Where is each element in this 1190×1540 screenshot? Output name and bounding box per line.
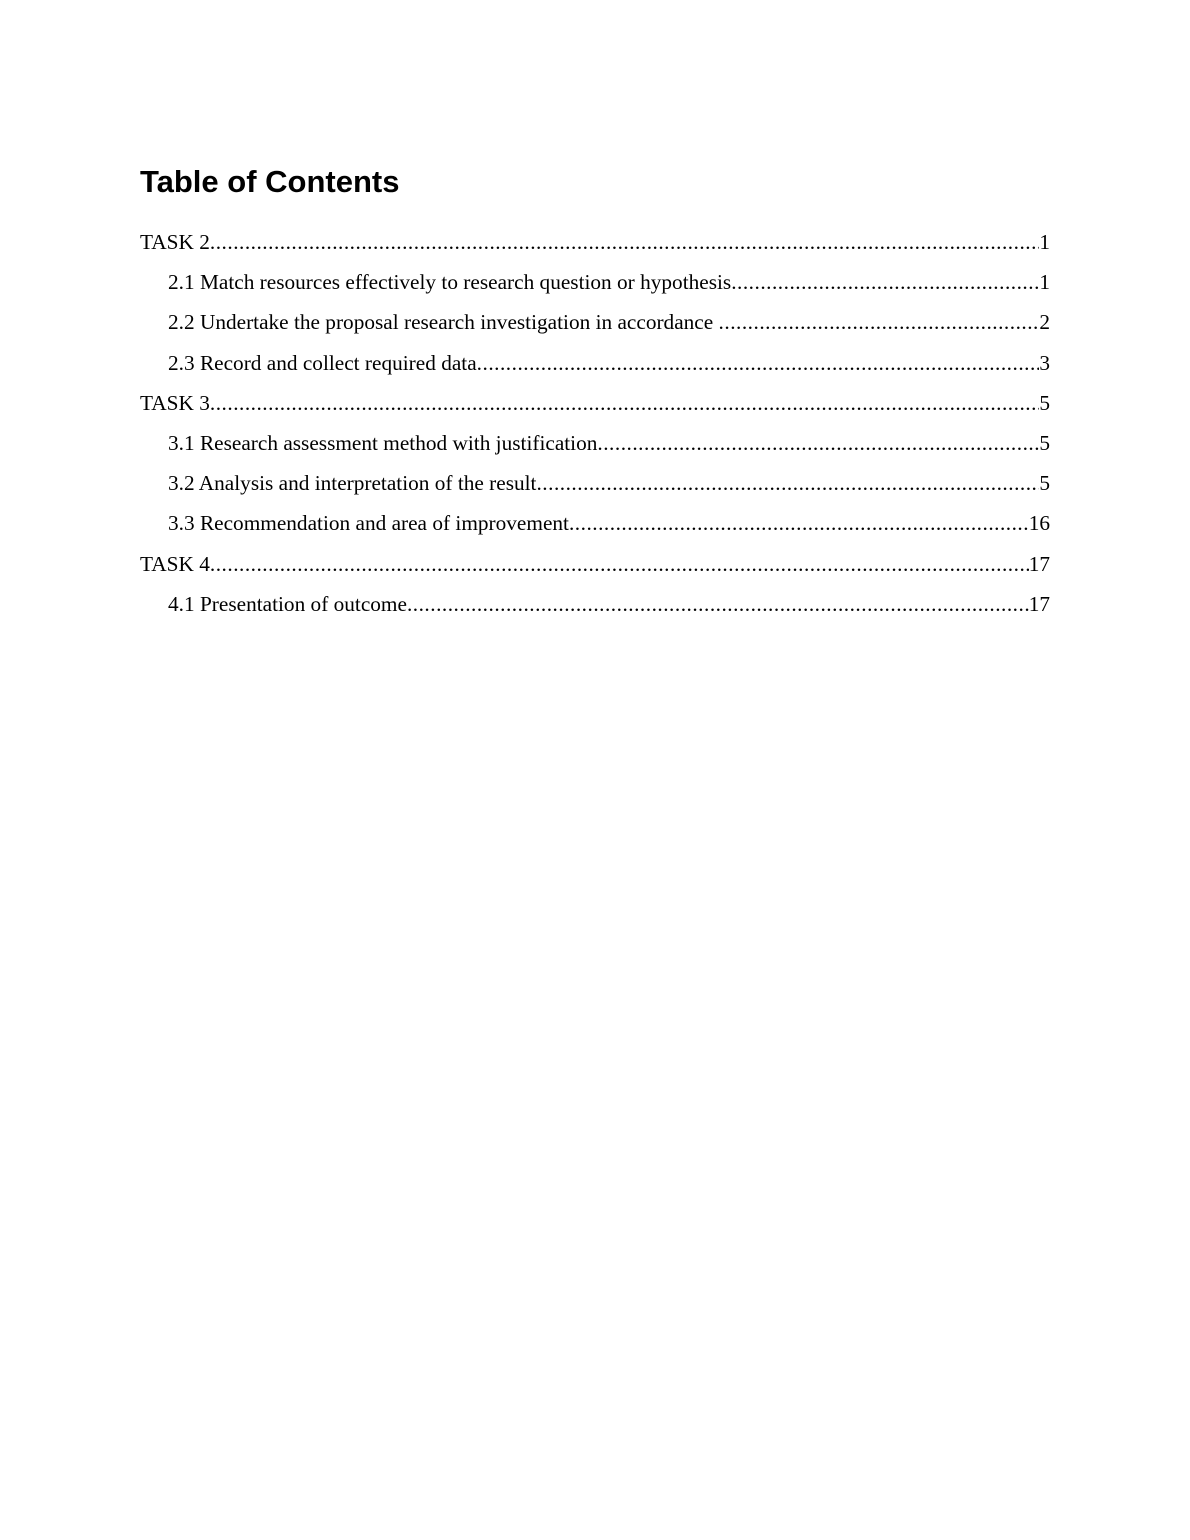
toc-entry-label: 2.1 Match resources effectively to research question or hypothesis: [168, 270, 732, 295]
toc-entry-page: 1: [1039, 270, 1050, 295]
toc-entry-task-4[interactable]: [140, 548, 1050, 588]
toc-dot-leader: [210, 226, 1039, 258]
toc-dot-leader: [569, 507, 1029, 539]
toc-entry-page: 5: [1039, 471, 1050, 496]
toc-entry-label: 2.2 Undertake the proposal research investigation in accordance: [168, 310, 719, 335]
toc-entry-page: 2: [1039, 310, 1050, 335]
toc-entry-page: 16: [1028, 511, 1050, 536]
toc-entry-label: TASK 3: [140, 390, 210, 415]
toc-entry-page: 5: [1039, 430, 1050, 455]
toc-dot-leader: [719, 306, 1040, 338]
toc-list: [140, 226, 1050, 628]
toc-dot-leader: [210, 548, 1029, 580]
toc-entry-label: 2.3 Record and collect required data: [168, 350, 477, 375]
toc-entry-label: 4.1 Presentation of outcome: [168, 591, 407, 616]
toc-entry-2-2[interactable]: [140, 306, 1050, 346]
toc-entry-2-1[interactable]: [140, 266, 1050, 306]
toc-entry-label: 3.1 Research assessment method with justification: [168, 430, 598, 455]
toc-dot-leader: [407, 588, 1029, 620]
toc-entry-label: 3.3 Recommendation and area of improvement: [168, 511, 569, 536]
toc-dot-leader: [477, 347, 1040, 379]
toc-entry-page: 1: [1039, 230, 1050, 254]
toc-entry-3-3[interactable]: [140, 507, 1050, 547]
toc-entry-page: 17: [1028, 591, 1050, 616]
toc-entry-page: 17: [1028, 551, 1050, 576]
toc-entry-page: 3: [1039, 350, 1050, 375]
toc-entry-label: TASK 4: [140, 551, 210, 576]
toc-heading: Table of Contents: [140, 164, 400, 199]
toc-entry-label: 3.2 Analysis and interpretation of the result: [168, 471, 537, 496]
toc-dot-leader: [536, 467, 1039, 499]
toc-entry-3-1[interactable]: [140, 427, 1050, 467]
toc-dot-leader: [597, 427, 1039, 459]
toc-entry-4-1[interactable]: [140, 588, 1050, 628]
toc-entry-label: TASK 2: [140, 230, 210, 254]
toc-entry-2-3[interactable]: [140, 347, 1050, 387]
toc-dot-leader: [210, 387, 1039, 419]
toc-dot-leader: [731, 266, 1039, 298]
toc-entry-task-3[interactable]: [140, 387, 1050, 427]
toc-entry-task-2[interactable]: [140, 226, 1050, 266]
toc-entry-page: 5: [1039, 390, 1050, 415]
toc-entry-3-2[interactable]: [140, 467, 1050, 507]
